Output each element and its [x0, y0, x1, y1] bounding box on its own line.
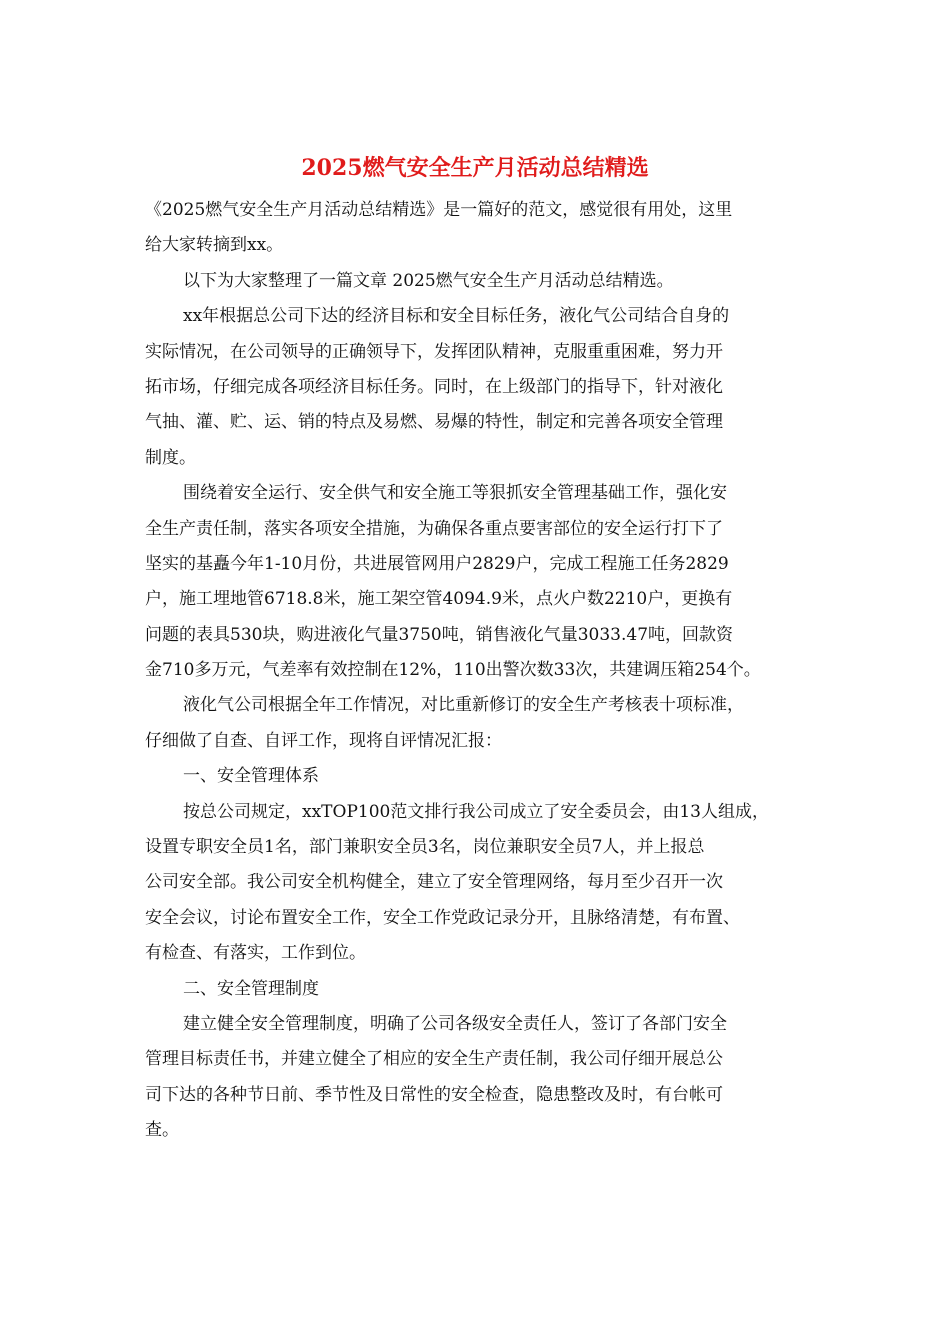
text-line: 问题的表具530块，购进液化气量3750吨，销售液化气量3033.47吨，回款资 — [145, 624, 734, 645]
text-line: xx年根据总公司下达的经济目标和安全目标任务，液化气公司结合自身的 — [183, 306, 730, 327]
text-line: 《2025燃气安全生产月活动总结精选》是一篇好的范文，感觉很有用处，这里 — [145, 200, 733, 220]
text-line: 二、安全管理制度 — [183, 978, 319, 999]
text-line: 设置专职安全员1名，部门兼职安全员3名，岗位兼职安全员7人，并上报总 — [145, 837, 705, 858]
text-line: 围绕着安全运行、安全供气和安全施工等狠抓安全管理基础工作，强化安 — [183, 483, 727, 504]
text-line: 管理目标责任书，并建立健全了相应的安全生产责任制，我公司仔细开展总公 — [145, 1049, 723, 1070]
text-line: 实际情况，在公司领导的正确领导下，发挥团队精神，克服重重困难，努力开 — [145, 341, 723, 362]
text-line: 液化气公司根据全年工作情况，对比重新修订的安全生产考核表十项标准， — [183, 695, 744, 716]
text-line: 安全会议，讨论布置安全工作，安全工作党政记录分开，且脉络清楚，有布置、 — [145, 907, 740, 928]
text-line: 坚实的基矗今年1-10月份，共进展管网用户2829户，完成工程施工任务2829 — [145, 553, 729, 574]
text-line: 一、安全管理体系 — [183, 766, 319, 787]
text-line: 以下为大家整理了一篇文章 2025燃气安全生产月活动总结精选。 — [183, 270, 674, 291]
text-line: 制度。 — [145, 447, 196, 468]
text-line: 气抽、灌、贮、运、销的特点及易燃、易爆的特性，制定和完善各项安全管理 — [145, 412, 723, 433]
document-title: 2025燃气安全生产月活动总结精选 — [301, 155, 649, 181]
text-line: 给大家转摘到xx。 — [145, 235, 284, 256]
text-line: 有检查、有落实，工作到位。 — [145, 943, 366, 964]
text-line: 建立健全安全管理制度，明确了公司各级安全责任人，签订了各部门安全 — [183, 1013, 727, 1034]
document-body — [145, 193, 825, 1149]
text-line: 司下达的各种节日前、季节性及日常性的安全检查，隐患整改及时，有台帐可 — [145, 1084, 723, 1105]
text-line: 全生产责任制，落实各项安全措施，为确保各重点要害部位的安全运行打下了 — [145, 518, 723, 539]
text-line: 查。 — [145, 1120, 179, 1141]
text-line: 仔细做了自查、自评工作，现将自评情况汇报： — [145, 730, 502, 751]
text-line: 拓市场，仔细完成各项经济目标任务。同时，在上级部门的指导下，针对液化 — [145, 376, 723, 397]
text-line: 按总公司规定，xxTOP100范文排行我公司成立了安全委员会，由13人组成， — [183, 801, 769, 822]
text-line: 金710多万元，气差率有效控制在12%，110出警次数33次，共建调压箱254个。 — [145, 660, 761, 681]
text-line: 户，施工埋地管6718.8米，施工架空管4094.9米，点火户数2210户，更换有 — [145, 589, 733, 610]
text-line: 公司安全部。我公司安全机构健全，建立了安全管理网络，每月至少召开一次 — [145, 872, 723, 893]
